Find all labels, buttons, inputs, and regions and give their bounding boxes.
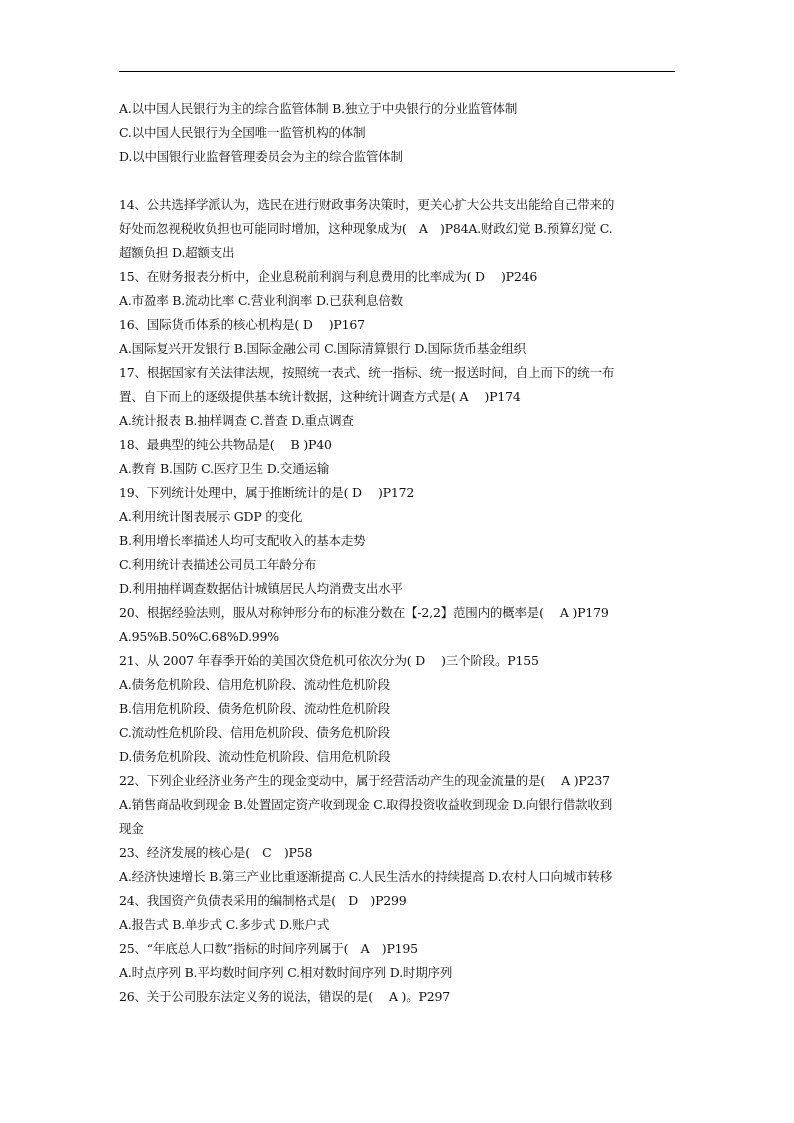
- document-body: [119, 97, 679, 1009]
- text-line: 22、下列企业经济业务产生的现金变动中，属于经营活动产生的现金流量的是( A )P237: [119, 773, 610, 788]
- text-line: B.信用危机阶段、债务危机阶段、流动性危机阶段: [119, 701, 391, 716]
- text-line: B.利用增长率描述人均可支配收入的基本走势: [119, 533, 366, 548]
- text-line: 15、在财务报表分析中，企业息税前利润与利息费用的比率成为( D )P246: [119, 269, 538, 284]
- text-line: A.时点序列 B.平均数时间序列 C.相对数时间序列 D.时期序列: [119, 965, 453, 980]
- text-line: 18、最典型的纯公共物品是( B )P40: [119, 437, 332, 452]
- text-line: A.报告式 B.单步式 C.多步式 D.账户式: [119, 917, 330, 932]
- text-line: A.债务危机阶段、信用危机阶段、流动性危机阶段: [119, 677, 390, 692]
- text-line: A.95%B.50%C.68%D.99%: [119, 629, 279, 644]
- text-line: 16、国际货币体系的核心机构是( D )P167: [119, 317, 365, 332]
- text-line: 19、下列统计处理中，属于推断统计的是( D )P172: [119, 485, 415, 500]
- text-line: A.销售商品收到现金 B.处置固定资产收到现金 C.取得投资收益收到现金 D.向银行借款收到: [119, 797, 613, 812]
- text-line: 24、我国资产负债表采用的编制格式是( D )P299: [119, 893, 407, 908]
- text-line: D.以中国银行业监督管理委员会为主的综合监管体制: [119, 149, 403, 164]
- questions-block: [119, 193, 679, 1009]
- text-line: C.流动性危机阶段、信用危机阶段、债务危机阶段: [119, 725, 390, 740]
- text-line: 26、关于公司股东法定义务的说法，错误的是( A )。P297: [119, 989, 451, 1004]
- text-line: 置、自下而上的逐级提供基本统计数据，这种统计调查方式是( A )P174: [119, 389, 521, 404]
- text-line: A.教育 B.国防 C.医疗卫生 D.交通运输: [119, 461, 330, 476]
- text-line: A.利用统计图表展示 GDP 的变化: [119, 509, 303, 524]
- text-line: A.以中国人民银行为主的综合监管体制 B.独立于中央银行的分业监管体制: [119, 101, 518, 116]
- text-line: 好处而忽视税收负担也可能同时增加，这种现象成为( A )P84A.财政幻觉 B.预算幻觉 C.: [119, 221, 613, 236]
- text-line: A.国际复兴开发银行 B.国际金融公司 C.国际清算银行 D.国际货币基金组织: [119, 341, 526, 356]
- text-line: 25、“年底总人口数”指标的时间序列属于( A )P195: [119, 941, 418, 956]
- text-line: D.债务危机阶段、流动性危机阶段、信用危机阶段: [119, 749, 391, 764]
- text-line: A.市盈率 B.流动比率 C.营业利润率 D.已获利息倍数: [119, 293, 403, 308]
- text-line: 超额负担 D.超额支出: [119, 245, 235, 260]
- text-line: 现金: [119, 821, 144, 836]
- text-line: 21、从 2007 年春季开始的美国次贷危机可依次分为( D )三个阶段。P155: [119, 653, 539, 668]
- text-line: A.经济快速增长 B.第三产业比重逐渐提高 C.人民生活水的持续提高 D.农村人口向城市转移: [119, 869, 613, 884]
- text-line: D.利用抽样调查数据估计城镇居民人均消费支出水平: [119, 581, 403, 596]
- paragraph-gap: [119, 169, 679, 193]
- text-line: 14、公共选择学派认为，选民在进行财政事务决策时，更关心扩大公共支出能给自己带来的: [119, 197, 615, 212]
- text-line: A.统计报表 B.抽样调查 C.普查 D.重点调查: [119, 413, 354, 428]
- text-line: 23、经济发展的核心是( C )P58: [119, 845, 313, 860]
- text-line: C.以中国人民银行为全国唯一监管机构的体制: [119, 125, 366, 140]
- text-line: C.利用统计表描述公司员工年龄分布: [119, 557, 317, 572]
- text-line: 17、根据国家有关法律法规，按照统一表式、统一指标、统一报送时间，自上而下的统一布: [119, 365, 615, 380]
- header-rule: [119, 71, 675, 72]
- text-line: 20、根据经验法则，服从对称钟形分布的标准分数在【-2,2】范围内的概率是( A )P179: [119, 605, 609, 620]
- options-block-13: [119, 97, 679, 169]
